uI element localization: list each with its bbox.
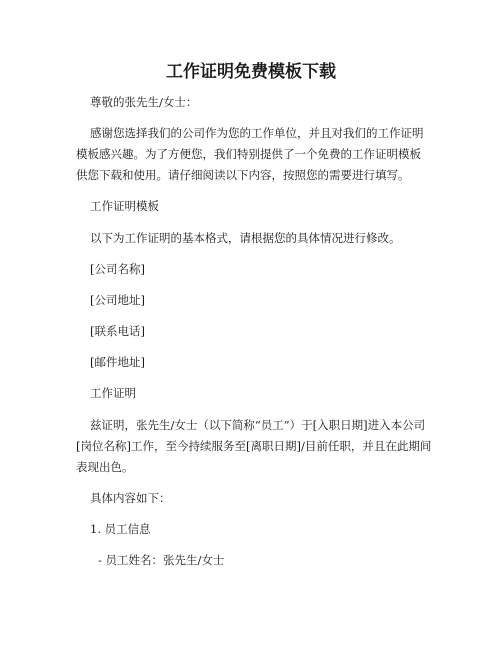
section-template-heading: 工作证明模板: [90, 199, 159, 213]
field-email: [邮件地址]: [90, 355, 145, 369]
field-company-name: [公司名称]: [90, 262, 145, 276]
cert-line-2: [岗位名称]工作，至今持续服务至[离职日期]/目前任职，并且在此期间: [76, 439, 432, 453]
template-description: 以下为工作证明的基本格式，请根据您的具体情况进行修改。: [90, 231, 401, 245]
intro-line-3: 供您下载和使用。请仔细阅读以下内容，按照您的需要进行填写。: [76, 168, 410, 182]
cert-line-1: 兹证明，张先生/女士（以下简称“员工”）于[入职日期]进入本公司: [90, 418, 426, 432]
cert-line-3: 表现出色。: [76, 460, 134, 474]
intro-line-1: 感谢您选择我们的公司作为您的工作单位，并且对我们的工作证明: [90, 126, 424, 140]
document-title: 工作证明免费模板下载: [166, 62, 336, 82]
details-intro: 具体内容如下：: [90, 491, 171, 505]
field-company-address: [公司地址]: [90, 293, 145, 307]
field-phone: [联系电话]: [90, 324, 145, 338]
item1-heading: 1. 员工信息: [90, 522, 151, 536]
certificate-heading: 工作证明: [90, 386, 136, 400]
intro-line-2: 模板感兴趣。为了方便您，我们特别提供了一个免费的工作证明模板: [76, 147, 421, 161]
item1-employee-name: - 员工姓名：张先生/女士: [98, 553, 225, 567]
greeting: 尊敬的张先生/女士：: [90, 95, 198, 109]
